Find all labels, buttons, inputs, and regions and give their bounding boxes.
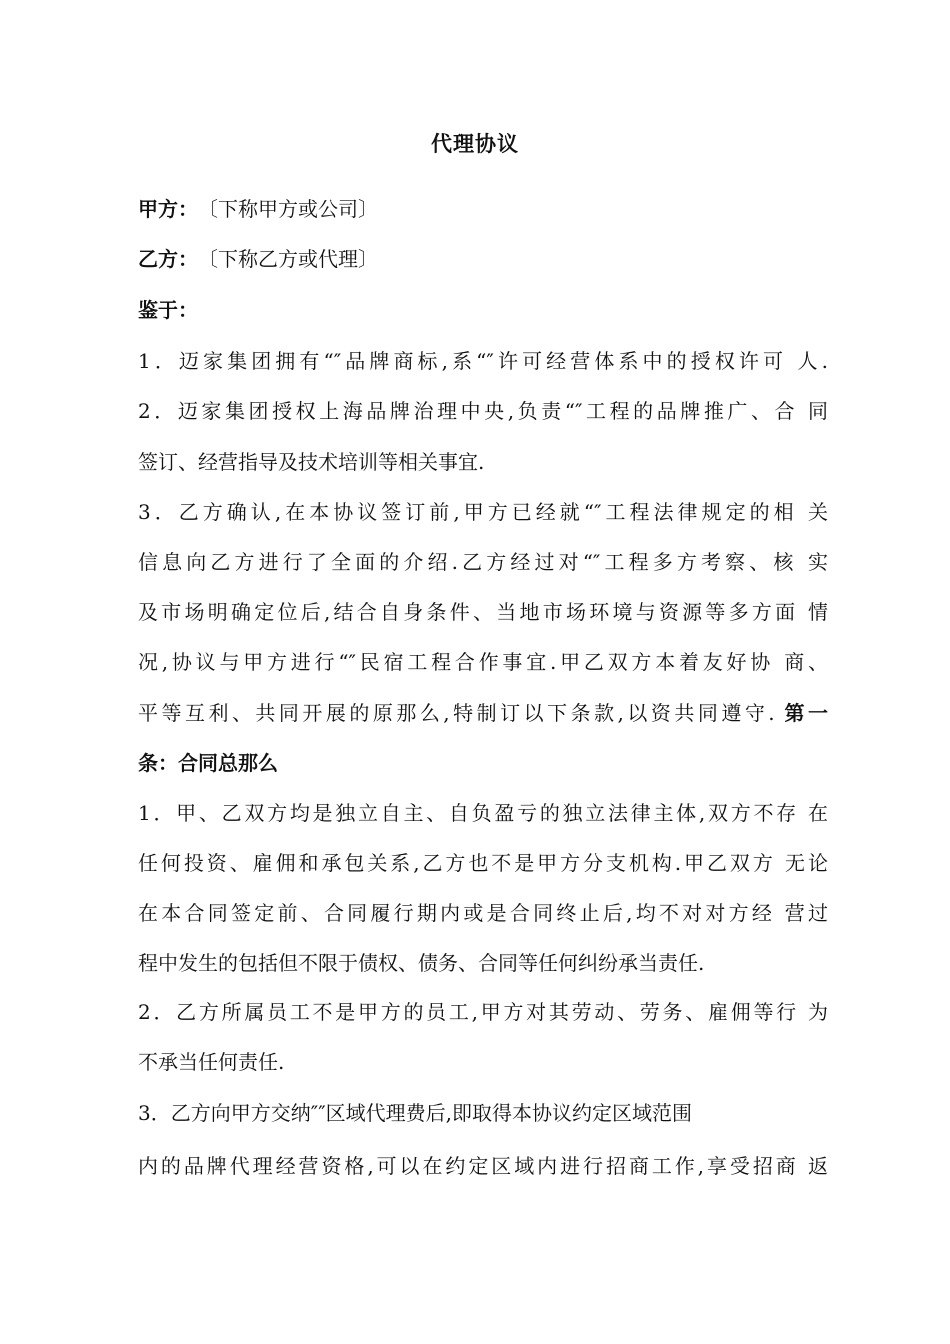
whereas-line-7: 况,协议与甲方进行“″民宿工程合作事宜.甲乙双方本着友好协 商、 <box>138 650 828 674</box>
document-title: 代理协议 <box>431 132 519 156</box>
whereas-line-5: 信息向乙方进行了全面的介绍.乙方经过对“″工程多方考察、核 实 <box>138 550 828 574</box>
party-b-value: 〔下称乙方或代理〕 <box>208 247 378 271</box>
article1-line-3: 在本合同签定前、合同履行期内或是合同终止后,均不对对方经 营过 <box>138 901 828 925</box>
party-b-label: 乙方： <box>138 247 198 271</box>
article1-line-4: 程中发生的包括但不限于债权、债务、合同等任何纠纷承当责任. <box>138 951 705 975</box>
article1-line-7: 3．乙方向甲方交纳″″区域代理费后,即取得本协议约定区域范围 <box>138 1101 693 1125</box>
article1-line-8: 内的品牌代理经营资格,可以在约定区域内进行招商工作,享受招商 返 <box>138 1154 828 1178</box>
whereas-line-8: 平等互利、共同开展的原那么,特制订以下条款,以资共同遵守. <box>138 701 775 725</box>
whereas-line-6: 及市场明确定位后,结合自身条件、当地市场环境与资源等多方面 情 <box>138 600 828 624</box>
whereas-line-4: 3．乙方确认,在本协议签订前,甲方已经就“″工程法律规定的相 关 <box>138 500 828 524</box>
party-a-label: 甲方： <box>138 197 198 221</box>
article1-heading-part1: 第一 <box>784 701 829 725</box>
whereas-line-2: 2．迈家集团授权上海品牌治理中央,负责“″工程的品牌推广、合 同 <box>138 399 828 423</box>
party-b-line <box>138 244 828 274</box>
whereas-heading: 鉴于： <box>138 298 198 322</box>
whereas-line-1: 1．迈家集团拥有“″品牌商标,系“″许可经营体系中的授权许可 人. <box>138 349 828 373</box>
article1-heading-part2: 条：合同总那么 <box>138 751 278 775</box>
article1-line-2: 任何投资、雇佣和承包关系,乙方也不是甲方分支机构.甲乙双方 无论 <box>138 851 828 875</box>
whereas-line-3: 签订、经营指导及技术培训等相关事宜. <box>138 450 485 474</box>
article1-line-6: 不承当任何责任. <box>138 1050 285 1074</box>
party-a-value: 〔下称甲方或公司〕 <box>208 197 378 221</box>
article1-line-5: 2．乙方所属员工不是甲方的员工,甲方对其劳动、劳务、雇佣等行 为 <box>138 1000 828 1024</box>
party-a-line <box>138 194 828 224</box>
whereas-line-8-row <box>138 698 828 728</box>
article1-line-1: 1．甲、乙双方均是独立自主、自负盈亏的独立法律主体,双方不存 在 <box>138 801 828 825</box>
